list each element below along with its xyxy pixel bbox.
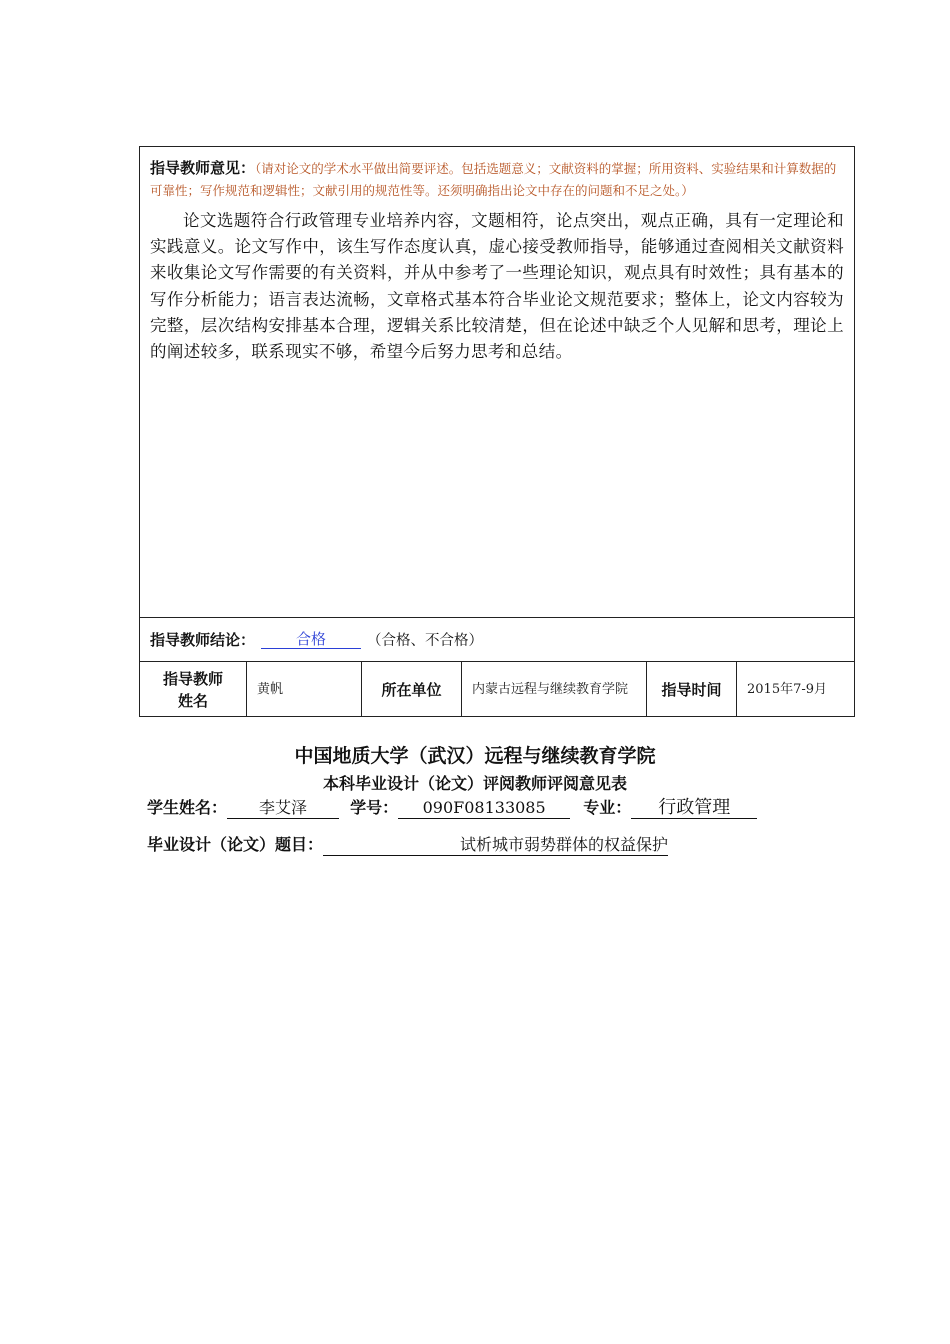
advisor-opinion-form xyxy=(139,146,855,717)
student-id-label: 学号： xyxy=(350,798,399,817)
advisor-name-value: 黄帆 xyxy=(247,662,362,717)
form-title: 本科毕业设计（论文）评阅教师评阅意见表 xyxy=(322,774,627,793)
opinion-hint: （请对论文的学术水平做出简要评述。包括选题意义；文献资料的掌握；所用资料、实验结果和计算数据的可靠性；写作规范和逻辑性；文献引用的规范性等。还须明确指出论文中存在的问题和不足之处。） xyxy=(150,161,837,198)
conclusion-row xyxy=(140,618,854,662)
guidance-time-value: 2015年7-9月 xyxy=(747,681,828,697)
thesis-topic-value: 试析城市弱势群体的权益保护 xyxy=(323,835,668,856)
conclusion-options: （合格、不合格） xyxy=(367,633,484,649)
unit-value: 内蒙古远程与继续教育学院 xyxy=(462,662,647,717)
advisor-name-label xyxy=(140,662,247,717)
student-info-row xyxy=(147,795,757,819)
advisor-name-label-line2: 姓名 xyxy=(177,691,208,710)
major-label: 专业： xyxy=(583,798,632,817)
opinion-section xyxy=(140,147,854,618)
conclusion-label: 指导教师结论： xyxy=(150,631,256,649)
advisor-info-row xyxy=(140,662,854,717)
school-title: 中国地质大学（武汉）远程与继续教育学院 xyxy=(294,745,656,767)
opinion-label: 指导教师意见： xyxy=(150,159,256,177)
major-value: 行政管理 xyxy=(631,798,757,819)
advisor-name-label-line1: 指导教师 xyxy=(162,669,223,688)
guidance-time-label: 指导时间 xyxy=(647,662,737,717)
thesis-topic-row xyxy=(147,832,668,856)
opinion-text: 论文选题符合行政管理专业培养内容，文题相符，论点突出，观点正确，具有一定理论和实践意义。论文写作中，该生写作态度认真，虚心接受教师指导，能够通过查阅相关文献资料来收集论文写作需要的有关资料，并从中参考了一些理论知识，观点具有时效性；具有基本的写作分析能力；语言表达流畅，文章格式基本符合毕业论文规范要求；整体上，论文内容较为完整，层次结构安排基本合理，逻辑关系比较清楚，但在论述中缺乏个人见解和思考，理论上的阐述较多，联系现实不够，希望今后努力思考和总结。 xyxy=(150,211,844,362)
unit-label: 所在单位 xyxy=(362,662,462,717)
opinion-header xyxy=(150,157,844,202)
student-id-value: 090F08133085 xyxy=(398,798,570,819)
conclusion-value: 合格 xyxy=(261,630,361,649)
student-name-value: 李艾泽 xyxy=(227,798,339,819)
thesis-topic-label: 毕业设计（论文）题目： xyxy=(147,835,324,854)
student-name-label: 学生姓名： xyxy=(147,798,228,817)
